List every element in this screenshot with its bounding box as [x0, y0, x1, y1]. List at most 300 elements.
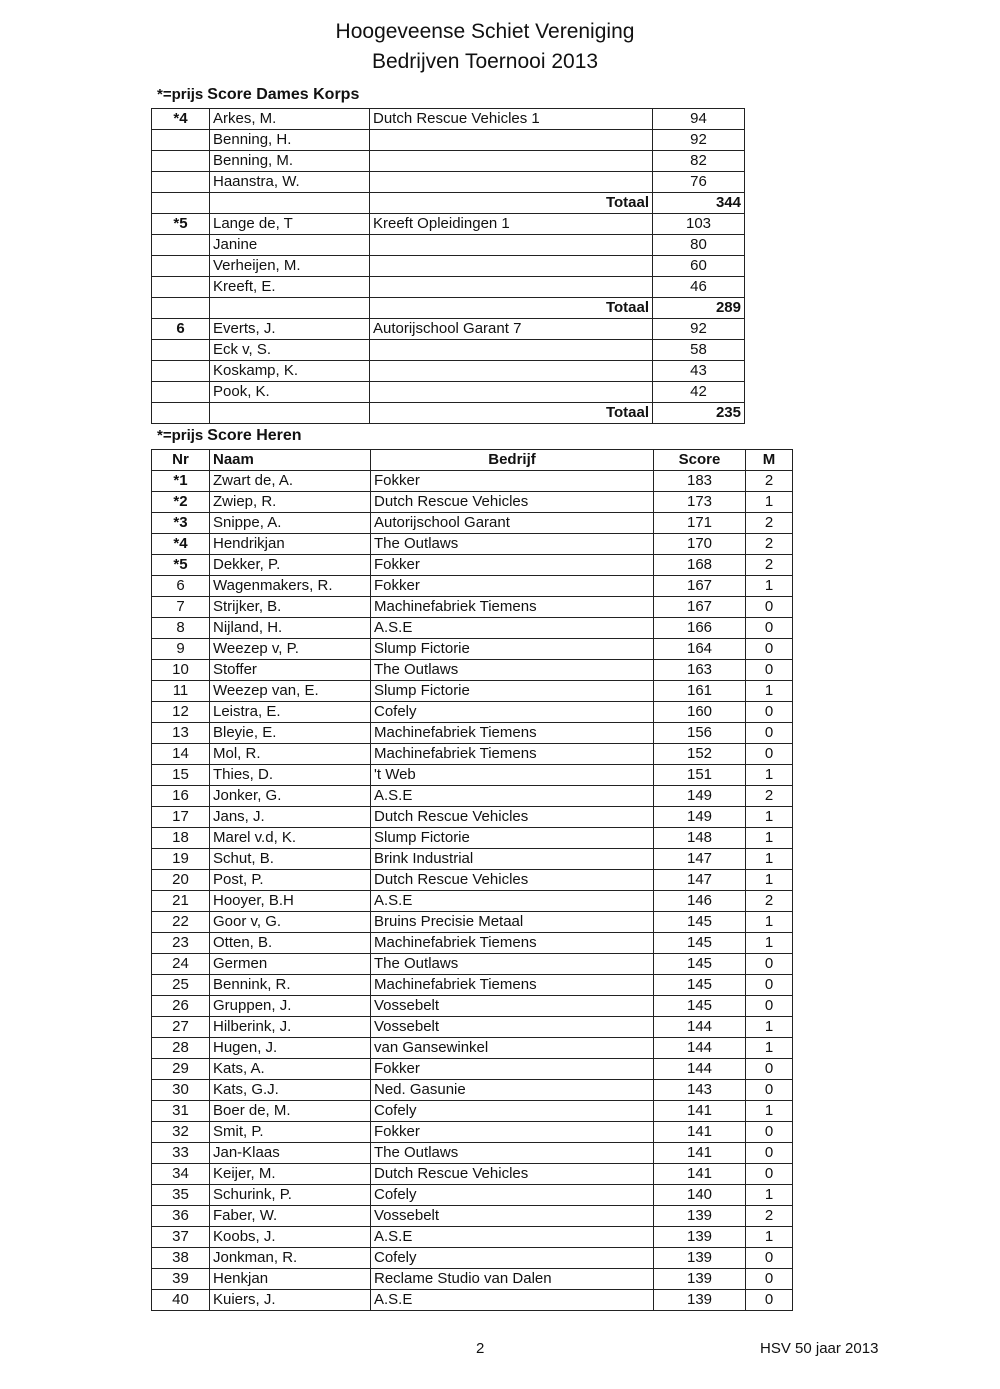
table-row [152, 660, 793, 681]
company-cell: A.S.E [371, 786, 654, 807]
rank-cell [152, 382, 210, 403]
m-cell: 0 [746, 639, 793, 660]
rank-cell [152, 361, 210, 382]
table-row [152, 681, 793, 702]
table-row [152, 828, 793, 849]
score-cell: 42 [653, 382, 745, 403]
rank-cell: 30 [152, 1080, 210, 1101]
table-row [152, 702, 793, 723]
table-row [152, 849, 793, 870]
company-cell [370, 256, 653, 277]
name-cell: Bleyie, E. [210, 723, 371, 744]
name-cell: Hilberink, J. [210, 1017, 371, 1038]
table-row [152, 954, 793, 975]
rank-cell [152, 172, 210, 193]
rank-cell: 10 [152, 660, 210, 681]
table-row [152, 256, 745, 277]
m-cell: 1 [746, 870, 793, 891]
company-cell: Slump Fictorie [371, 639, 654, 660]
m-cell: 1 [746, 849, 793, 870]
company-cell: Dutch Rescue Vehicles [371, 870, 654, 891]
rank-cell: *5 [152, 214, 210, 235]
company-cell: A.S.E [371, 891, 654, 912]
score-cell: 58 [653, 340, 745, 361]
company-cell: Cofely [371, 1185, 654, 1206]
name-cell: Jans, J. [210, 807, 371, 828]
score-cell: 161 [654, 681, 746, 702]
rank-cell: *4 [152, 534, 210, 555]
company-cell: Cofely [371, 1101, 654, 1122]
m-cell: 0 [746, 996, 793, 1017]
rank-cell: 9 [152, 639, 210, 660]
score-cell: 103 [653, 214, 745, 235]
score-cell: 144 [654, 1038, 746, 1059]
m-cell: 1 [746, 576, 793, 597]
empty-cell [210, 298, 370, 319]
m-cell: 1 [746, 1185, 793, 1206]
name-cell: Boer de, M. [210, 1101, 371, 1122]
score-cell: 94 [653, 109, 745, 130]
company-cell: Fokker [371, 1122, 654, 1143]
table-row [152, 340, 745, 361]
name-cell: Kats, A. [210, 1059, 371, 1080]
table-header-row [152, 450, 793, 471]
score-cell: 141 [654, 1164, 746, 1185]
rank-cell: 21 [152, 891, 210, 912]
score-cell: 145 [654, 996, 746, 1017]
rank-cell: 18 [152, 828, 210, 849]
total-row [152, 403, 745, 424]
company-cell: Fokker [371, 1059, 654, 1080]
company-cell: Autorijschool Garant 7 [370, 319, 653, 340]
table-row [152, 151, 745, 172]
company-cell: A.S.E [371, 1290, 654, 1311]
score-cell: 170 [654, 534, 746, 555]
rank-cell: 23 [152, 933, 210, 954]
score-cell: 151 [654, 765, 746, 786]
document-title: Hoogeveense Schiet Vereniging [335, 20, 635, 43]
m-cell: 1 [746, 807, 793, 828]
name-cell: Benning, H. [210, 130, 370, 151]
page-number: 2 [476, 1340, 485, 1357]
score-cell: 139 [654, 1269, 746, 1290]
rank-cell: 27 [152, 1017, 210, 1038]
score-cell: 76 [653, 172, 745, 193]
company-cell: The Outlaws [371, 534, 654, 555]
footer-text: HSV 50 jaar 2013 [760, 1340, 879, 1357]
company-cell: Cofely [371, 1248, 654, 1269]
score-cell: 168 [654, 555, 746, 576]
rank-cell: 13 [152, 723, 210, 744]
table-row [152, 1143, 793, 1164]
company-cell: The Outlaws [371, 660, 654, 681]
table-row [152, 319, 745, 340]
m-cell: 1 [746, 681, 793, 702]
table-row [152, 235, 745, 256]
score-cell: 156 [654, 723, 746, 744]
rank-cell: 38 [152, 1248, 210, 1269]
score-cell: 147 [654, 870, 746, 891]
column-header-score: Score [654, 450, 746, 471]
company-cell: Fokker [371, 471, 654, 492]
name-cell: Koobs, J. [210, 1227, 371, 1248]
table-row [152, 1206, 793, 1227]
table-row [152, 1080, 793, 1101]
table-row [152, 912, 793, 933]
company-cell: Fokker [371, 576, 654, 597]
table-row [152, 109, 745, 130]
name-cell: Jonkman, R. [210, 1248, 371, 1269]
company-cell: Slump Fictorie [371, 681, 654, 702]
table-row [152, 870, 793, 891]
company-cell: Machinefabriek Tiemens [371, 597, 654, 618]
rank-cell: 26 [152, 996, 210, 1017]
m-cell: 0 [746, 1290, 793, 1311]
m-cell: 0 [746, 702, 793, 723]
name-cell: Jonker, G. [210, 786, 371, 807]
rank-cell: *3 [152, 513, 210, 534]
rank-cell: 11 [152, 681, 210, 702]
score-cell: 166 [654, 618, 746, 639]
m-cell: 0 [746, 723, 793, 744]
dames-table-body [152, 109, 745, 424]
m-cell: 0 [746, 618, 793, 639]
empty-cell [210, 403, 370, 424]
name-cell: Marel v.d, K. [210, 828, 371, 849]
name-cell: Schurink, P. [210, 1185, 371, 1206]
company-cell: Vossebelt [371, 1017, 654, 1038]
column-header-name: Naam [210, 450, 371, 471]
m-cell: 0 [746, 975, 793, 996]
score-cell: 145 [654, 954, 746, 975]
name-cell: Pook, K. [210, 382, 370, 403]
score-cell: 145 [654, 975, 746, 996]
rank-cell [152, 256, 210, 277]
score-cell: 139 [654, 1206, 746, 1227]
company-cell: Ned. Gasunie [371, 1080, 654, 1101]
name-cell: Gruppen, J. [210, 996, 371, 1017]
table-row [152, 513, 793, 534]
dames-section-label [157, 86, 359, 104]
m-cell: 1 [746, 1038, 793, 1059]
table-row [152, 1101, 793, 1122]
table-row [152, 723, 793, 744]
name-cell: Everts, J. [210, 319, 370, 340]
heren-table [151, 449, 793, 1311]
score-cell: 92 [653, 130, 745, 151]
dames-heading: Score Dames Korps [207, 86, 360, 103]
name-cell: Schut, B. [210, 849, 371, 870]
total-label: Totaal [370, 403, 653, 424]
score-cell: 149 [654, 786, 746, 807]
rank-cell: *2 [152, 492, 210, 513]
empty-cell [152, 403, 210, 424]
name-cell: Arkes, M. [210, 109, 370, 130]
table-row [152, 576, 793, 597]
company-cell [370, 340, 653, 361]
company-cell: A.S.E [371, 1227, 654, 1248]
name-cell: Haanstra, W. [210, 172, 370, 193]
company-cell: Machinefabriek Tiemens [371, 975, 654, 996]
score-cell: 141 [654, 1122, 746, 1143]
name-cell: Weezep van, E. [210, 681, 371, 702]
company-cell [370, 130, 653, 151]
name-cell: Otten, B. [210, 933, 371, 954]
m-cell: 0 [746, 597, 793, 618]
table-row [152, 534, 793, 555]
rank-cell: 37 [152, 1227, 210, 1248]
total-value: 235 [653, 403, 745, 424]
company-cell [370, 361, 653, 382]
score-cell: 167 [654, 597, 746, 618]
score-cell: 141 [654, 1101, 746, 1122]
empty-cell [210, 193, 370, 214]
score-cell: 171 [654, 513, 746, 534]
table-row [152, 471, 793, 492]
m-cell: 0 [746, 744, 793, 765]
m-cell: 0 [746, 1059, 793, 1080]
score-cell: 139 [654, 1227, 746, 1248]
name-cell: Bennink, R. [210, 975, 371, 996]
prize-legend: *=prijs [157, 427, 204, 444]
table-row [152, 214, 745, 235]
m-cell: 1 [746, 1227, 793, 1248]
table-row [152, 618, 793, 639]
m-cell: 2 [746, 513, 793, 534]
name-cell: Wagenmakers, R. [210, 576, 371, 597]
rank-cell: 29 [152, 1059, 210, 1080]
rank-cell: 40 [152, 1290, 210, 1311]
empty-cell [152, 193, 210, 214]
table-row [152, 361, 745, 382]
score-cell: 147 [654, 849, 746, 870]
rank-cell: *1 [152, 471, 210, 492]
column-header-nr: Nr [152, 450, 210, 471]
name-cell: Jan-Klaas [210, 1143, 371, 1164]
company-cell: Vossebelt [371, 1206, 654, 1227]
name-cell: Nijland, H. [210, 618, 371, 639]
name-cell: Kats, G.J. [210, 1080, 371, 1101]
name-cell: Stoffer [210, 660, 371, 681]
company-cell: The Outlaws [371, 954, 654, 975]
score-cell: 145 [654, 912, 746, 933]
name-cell: Hendrikjan [210, 534, 371, 555]
m-cell: 1 [746, 1101, 793, 1122]
heren-heading: Score Heren [207, 427, 302, 444]
table-row [152, 744, 793, 765]
table-row [152, 597, 793, 618]
rank-cell: *4 [152, 109, 210, 130]
name-cell: Snippe, A. [210, 513, 371, 534]
table-row [152, 975, 793, 996]
rank-cell: 33 [152, 1143, 210, 1164]
name-cell: Koskamp, K. [210, 361, 370, 382]
heren-section-label [157, 427, 302, 445]
m-cell: 0 [746, 1269, 793, 1290]
name-cell: Germen [210, 954, 371, 975]
company-cell [370, 172, 653, 193]
rank-cell: 36 [152, 1206, 210, 1227]
rank-cell: 31 [152, 1101, 210, 1122]
name-cell: Hooyer, B.H [210, 891, 371, 912]
name-cell: Goor v, G. [210, 912, 371, 933]
company-cell: Machinefabriek Tiemens [371, 723, 654, 744]
name-cell: Faber, W. [210, 1206, 371, 1227]
m-cell: 1 [746, 765, 793, 786]
column-header-company: Bedrijf [371, 450, 654, 471]
rank-cell: 17 [152, 807, 210, 828]
m-cell: 2 [746, 555, 793, 576]
table-row [152, 172, 745, 193]
rank-cell: 8 [152, 618, 210, 639]
score-cell: 92 [653, 319, 745, 340]
m-cell: 0 [746, 1143, 793, 1164]
company-cell: A.S.E [371, 618, 654, 639]
m-cell: 0 [746, 954, 793, 975]
name-cell: Post, P. [210, 870, 371, 891]
rank-cell: 34 [152, 1164, 210, 1185]
document-subtitle: Bedrijven Toernooi 2013 [371, 50, 599, 73]
rank-cell: 6 [152, 576, 210, 597]
score-cell: 163 [654, 660, 746, 681]
score-cell: 148 [654, 828, 746, 849]
company-cell: 't Web [371, 765, 654, 786]
rank-cell: 16 [152, 786, 210, 807]
m-cell: 0 [746, 1122, 793, 1143]
table-row [152, 492, 793, 513]
company-cell [370, 151, 653, 172]
rank-cell [152, 235, 210, 256]
m-cell: 2 [746, 1206, 793, 1227]
rank-cell: *5 [152, 555, 210, 576]
company-cell: Bruins Precisie Metaal [371, 912, 654, 933]
company-cell: The Outlaws [371, 1143, 654, 1164]
rank-cell: 39 [152, 1269, 210, 1290]
table-row [152, 933, 793, 954]
company-cell: Fokker [371, 555, 654, 576]
m-cell: 1 [746, 828, 793, 849]
company-cell: Kreeft Opleidingen 1 [370, 214, 653, 235]
score-cell: 144 [654, 1017, 746, 1038]
rank-cell: 32 [152, 1122, 210, 1143]
rank-cell: 6 [152, 319, 210, 340]
company-cell: Dutch Rescue Vehicles [371, 492, 654, 513]
table-row [152, 277, 745, 298]
table-row [152, 765, 793, 786]
score-cell: 143 [654, 1080, 746, 1101]
name-cell: Strijker, B. [210, 597, 371, 618]
prize-legend: *=prijs [157, 86, 204, 103]
m-cell: 2 [746, 786, 793, 807]
company-cell: Slump Fictorie [371, 828, 654, 849]
rank-cell [152, 340, 210, 361]
name-cell: Janine [210, 235, 370, 256]
m-cell: 1 [746, 933, 793, 954]
name-cell: Dekker, P. [210, 555, 371, 576]
empty-cell [152, 298, 210, 319]
m-cell: 2 [746, 471, 793, 492]
rank-cell: 25 [152, 975, 210, 996]
company-cell: Autorijschool Garant [371, 513, 654, 534]
rank-cell: 22 [152, 912, 210, 933]
score-cell: 145 [654, 933, 746, 954]
table-row [152, 555, 793, 576]
rank-cell: 35 [152, 1185, 210, 1206]
name-cell: Kuiers, J. [210, 1290, 371, 1311]
total-label: Totaal [370, 193, 653, 214]
m-cell: 0 [746, 1164, 793, 1185]
m-cell: 0 [746, 1080, 793, 1101]
m-cell: 1 [746, 492, 793, 513]
rank-cell: 20 [152, 870, 210, 891]
company-cell [370, 235, 653, 256]
table-row [152, 1038, 793, 1059]
score-cell: 149 [654, 807, 746, 828]
name-cell: Henkjan [210, 1269, 371, 1290]
company-cell: Machinefabriek Tiemens [371, 933, 654, 954]
table-row [152, 1269, 793, 1290]
score-cell: 152 [654, 744, 746, 765]
company-cell: Cofely [371, 702, 654, 723]
rank-cell [152, 130, 210, 151]
company-cell: Dutch Rescue Vehicles [371, 1164, 654, 1185]
score-cell: 164 [654, 639, 746, 660]
m-cell: 1 [746, 912, 793, 933]
name-cell: Eck v, S. [210, 340, 370, 361]
rank-cell: 19 [152, 849, 210, 870]
table-row [152, 1185, 793, 1206]
dames-table [151, 108, 745, 424]
score-cell: 144 [654, 1059, 746, 1080]
table-row [152, 1164, 793, 1185]
table-row [152, 786, 793, 807]
score-cell: 139 [654, 1248, 746, 1269]
company-cell: Vossebelt [371, 996, 654, 1017]
name-cell: Lange de, T [210, 214, 370, 235]
company-cell [370, 277, 653, 298]
total-label: Totaal [370, 298, 653, 319]
table-row [152, 1059, 793, 1080]
score-cell: 82 [653, 151, 745, 172]
company-cell: Dutch Rescue Vehicles [371, 807, 654, 828]
table-row [152, 996, 793, 1017]
score-cell: 141 [654, 1143, 746, 1164]
score-cell: 60 [653, 256, 745, 277]
name-cell: Hugen, J. [210, 1038, 371, 1059]
name-cell: Benning, M. [210, 151, 370, 172]
name-cell: Leistra, E. [210, 702, 371, 723]
name-cell: Weezep v, P. [210, 639, 371, 660]
score-cell: 146 [654, 891, 746, 912]
company-cell: Machinefabriek Tiemens [371, 744, 654, 765]
table-row [152, 891, 793, 912]
m-cell: 1 [746, 1017, 793, 1038]
total-row [152, 193, 745, 214]
name-cell: Zwiep, R. [210, 492, 371, 513]
company-cell: Dutch Rescue Vehicles 1 [370, 109, 653, 130]
column-header-m: M [746, 450, 793, 471]
name-cell: Thies, D. [210, 765, 371, 786]
rank-cell: 24 [152, 954, 210, 975]
score-cell: 43 [653, 361, 745, 382]
table-row [152, 382, 745, 403]
score-cell: 160 [654, 702, 746, 723]
score-cell: 173 [654, 492, 746, 513]
table-row [152, 1290, 793, 1311]
name-cell: Smit, P. [210, 1122, 371, 1143]
table-row [152, 639, 793, 660]
total-row [152, 298, 745, 319]
